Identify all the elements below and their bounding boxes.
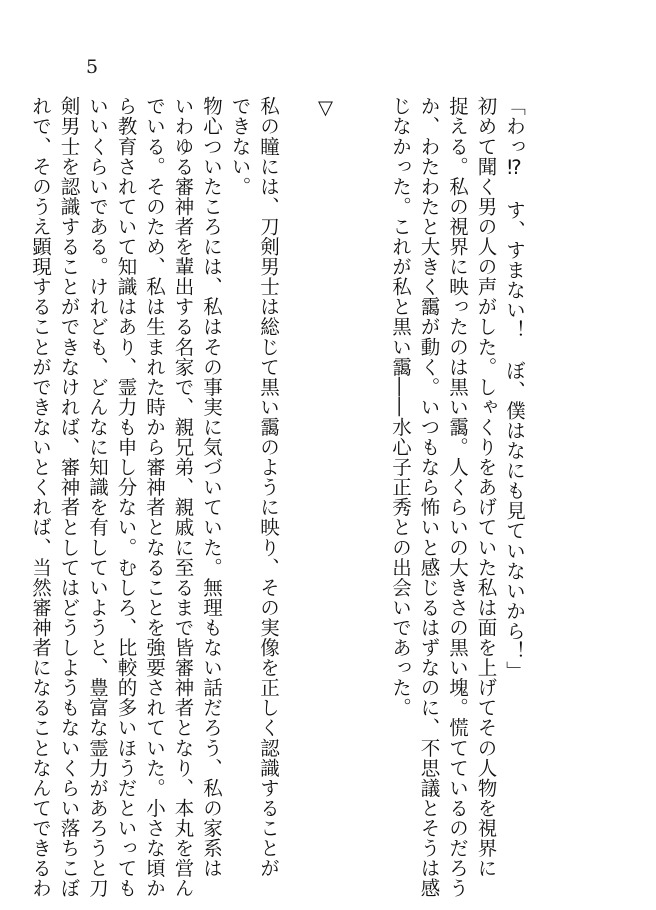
text-line: ら教育されていて知識はあり、霊力も申し分ない。むしろ、比較的多いほうだといっても bbox=[114, 96, 138, 898]
text-line: 私の瞳には、刀剣男士は総じて黒い靄のように映り、その実像を正しく認識することが bbox=[257, 96, 280, 878]
blank-line bbox=[282, 96, 311, 838]
text-line: れで、そのうえ顕現することができないとくれば、当然審神者になることなんてできるわ bbox=[29, 96, 52, 898]
text-line: いいくらいである。けれども、どんなに知識を有していようと、豊富な霊力があろうと刀 bbox=[86, 96, 109, 898]
page-number: 5 bbox=[86, 56, 99, 78]
text-line: 「わっ⁉ す、すまない！ ぼ、僕はなにも見ていないから！」 bbox=[503, 96, 526, 681]
text-line: じなかった。これが私と黒い靄――水心子正秀との出会いであった。 bbox=[389, 96, 412, 718]
text-line: か、わたわたと大きく靄が動く。いつもなら怖いと感じるはずなのに、不思議とそうは感 bbox=[417, 96, 441, 898]
text-line: いわゆる審神者を輩出する名家で、親兄弟、親戚に至るまで皆審神者となり、本丸を営ん bbox=[171, 96, 195, 898]
text-line: 捉える。私の視界に映ったのは黒い靄。人くらいの大きさの黒い塊。慌てているのだろう bbox=[446, 96, 469, 898]
text-line: 初めて聞く男の人の声がした。しゃくりをあげていた私は面を上げてその人物を視界に bbox=[474, 96, 498, 878]
text-line: できない。 bbox=[228, 96, 252, 197]
text-line: でいる。そのため、私は生まれた時から審神者となることを強要されていた。小さな頃か bbox=[143, 96, 166, 898]
text-line: 物心ついたころには、私はその事実に気づいていた。無理もない話だろう、私の家系は bbox=[200, 96, 223, 878]
text-line: 剣男士を認識することができなければ、審神者としてはどうしようもないくらい落ちこぼ bbox=[57, 96, 81, 898]
body-text bbox=[26, 96, 529, 898]
scene-break-mark: ▽ bbox=[314, 96, 337, 120]
blank-line bbox=[357, 96, 386, 838]
